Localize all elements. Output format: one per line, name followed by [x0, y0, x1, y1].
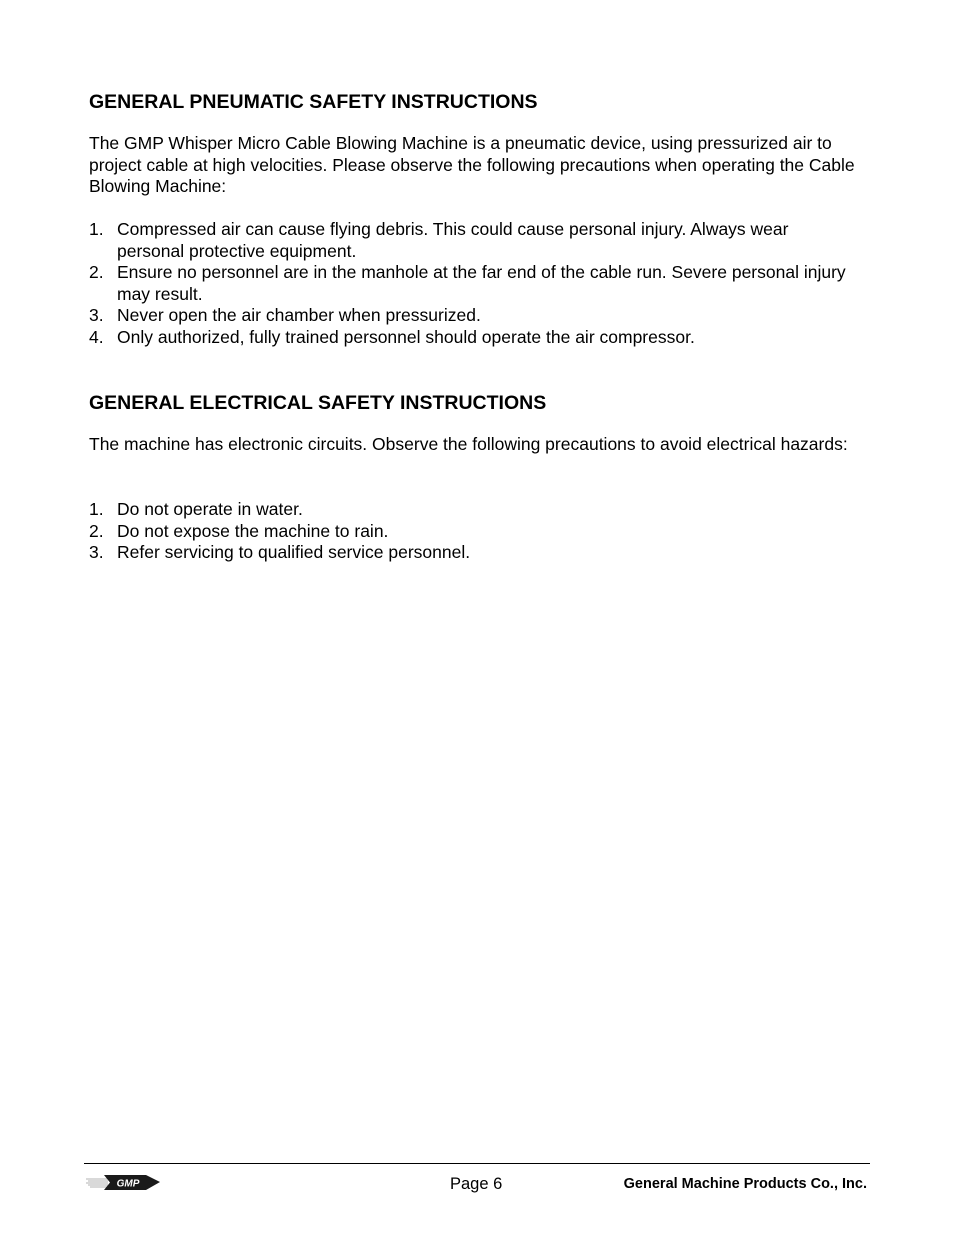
- list-item-text: Only authorized, fully trained personnel should operate the air compressor.: [117, 326, 695, 347]
- list-item: [89, 262, 849, 305]
- list-number: 2.: [89, 520, 104, 541]
- list-number: 2.: [89, 262, 104, 282]
- list-item-text: Do not expose the machine to rain.: [117, 520, 389, 541]
- footer-divider: [84, 1163, 870, 1164]
- list-number: 3.: [89, 542, 104, 562]
- list-item-text: Refer servicing to qualified service personnel.: [117, 542, 471, 562]
- logo-text: GMP: [116, 1178, 140, 1190]
- list-item-text: Never open the air chamber when pressurized.: [117, 305, 481, 325]
- electrical-precautions-list: [89, 499, 849, 564]
- gmp-logo-icon: [84, 1170, 162, 1194]
- pneumatic-precautions-list: [89, 219, 849, 348]
- list-item: [89, 219, 849, 262]
- list-item-text: Do not operate in water.: [117, 499, 303, 519]
- list-number: 3.: [89, 305, 104, 325]
- list-number: 1.: [89, 499, 104, 519]
- list-item-text: Ensure no personnel are in the manhole at the far end of the cable run. Severe personal injury may result.: [117, 262, 846, 304]
- list-item-text: Compressed air can cause flying debris. This could cause personal injury. Always wear personal protective equipment.: [117, 219, 789, 261]
- list-item: [89, 542, 849, 564]
- page-number: Page 6: [450, 1175, 503, 1193]
- list-item: [89, 499, 849, 521]
- list-item: [89, 521, 849, 543]
- company-name: General Machine Products Co., Inc.: [623, 1176, 867, 1192]
- section-intro-electrical: The machine has electronic circuits. Observe the following precautions to avoid electrical hazards:: [89, 434, 848, 454]
- list-item: [89, 305, 849, 327]
- section-intro-pneumatic: The GMP Whisper Micro Cable Blowing Machine is a pneumatic device, using pressurized air to project cable at high velocities. Please observe the following precautions when operating the Cable Blowing Machine:: [89, 133, 855, 196]
- list-item: [89, 327, 849, 349]
- section-heading-electrical: GENERAL ELECTRICAL SAFETY INSTRUCTIONS: [89, 392, 547, 414]
- section-heading-pneumatic: GENERAL PNEUMATIC SAFETY INSTRUCTIONS: [89, 91, 538, 113]
- list-number: 1.: [89, 219, 104, 239]
- list-number: 4.: [89, 326, 104, 347]
